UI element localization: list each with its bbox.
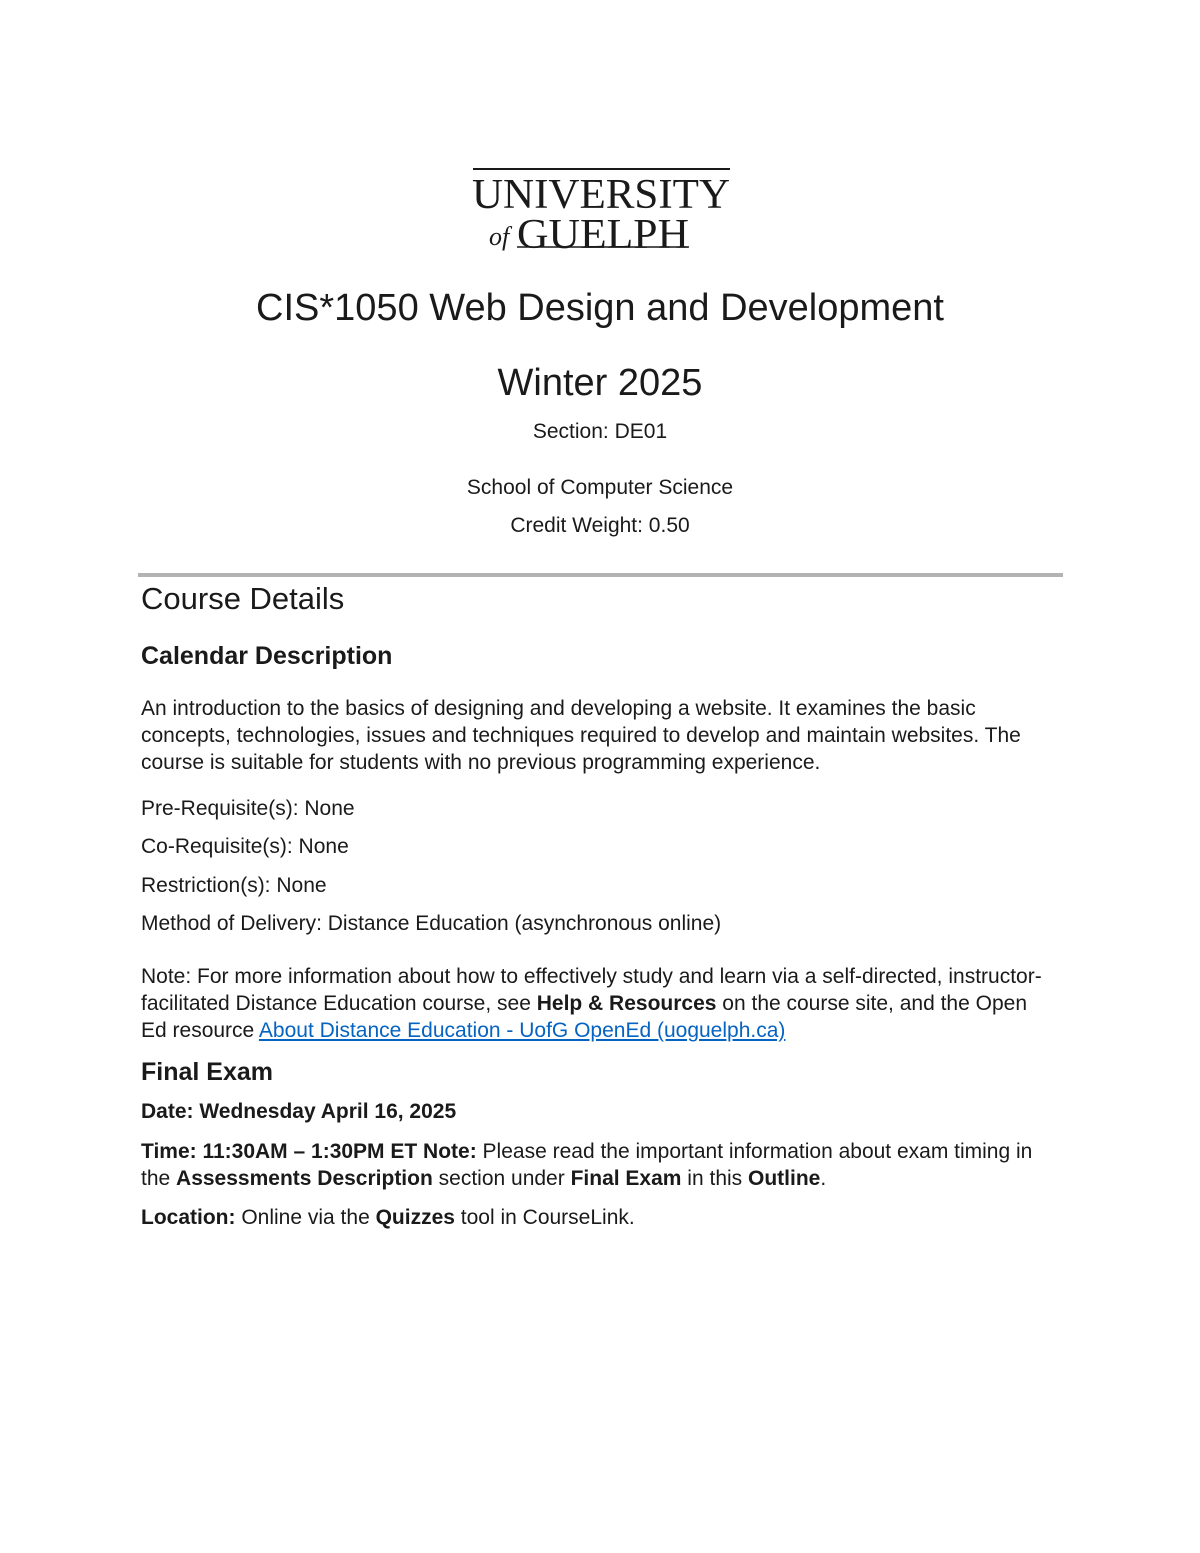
exam-date [141,1098,1061,1125]
prerequisites: Pre-Requisite(s): None [141,797,355,820]
exam-time-assessments: Assessments Description [176,1167,433,1190]
exam-time-text-2: section under [432,1167,571,1190]
course-section: Section: DE01 [532,420,668,443]
logo-line2-prefix: of [489,222,510,251]
calendar-description-text: An introduction to the basics of designing and developing a website. It examines the basic concepts, technologies, issues and techniques required to develop and maintain websites. The course is suitable for students with no previous programming experience. [141,697,1021,774]
course-content [141,578,1061,1231]
corequisites: Co-Requisite(s): None [141,835,349,858]
about-distance-education-link[interactable]: About Distance Education - UofG OpenEd (uoguelph.ca) [258,1019,786,1042]
course-details-heading: Course Details [141,581,345,616]
delivery-method: Method of Delivery: Distance Education (asynchronous online) [141,912,722,935]
final-exam-heading: Final Exam [141,1058,273,1086]
exam-location [141,1204,1061,1231]
school-name: School of Computer Science [466,476,734,499]
university-logo [471,168,733,258]
exam-location-quizzes: Quizzes [375,1206,455,1229]
restrictions: Restriction(s): None [141,874,327,897]
exam-location-text-2: tool in CourseLink. [454,1206,635,1229]
exam-time-text-1: Please read the important information about exam timing in the [141,1140,1033,1190]
note-text-2: on the course site, and the Open Ed resource [141,992,1027,1042]
section-divider [138,573,1063,577]
exam-time-text-3: in this [681,1167,748,1190]
calendar-description-heading: Calendar Description [141,642,393,670]
exam-date-text: Date: Wednesday April 16, 2025 [141,1100,457,1123]
logo-line1: UNIVERSITY [472,172,730,218]
course-term: Winter 2025 [497,362,703,404]
exam-time-final-exam: Final Exam [570,1167,682,1190]
note-text-1: Note: For more information about how to effectively study and learn via a self-directed, instructor-facilitated Distance Education course, see [141,965,1042,1015]
note-help-resources: Help & Resources [536,992,717,1015]
exam-location-text-1: Online via the [235,1206,376,1229]
course-title: CIS*1050 Web Design and Development [256,287,944,329]
exam-time-text-4: . [820,1167,827,1190]
exam-location-label: Location: [141,1206,236,1229]
exam-time-outline: Outline [748,1167,821,1190]
distance-ed-note [141,963,1056,1044]
credit-weight: Credit Weight: 0.50 [510,514,690,537]
logo-line2: GUELPH [517,212,689,258]
exam-time-label: Time: 11:30AM – 1:30PM ET Note: [141,1140,477,1163]
exam-time [141,1138,1056,1192]
